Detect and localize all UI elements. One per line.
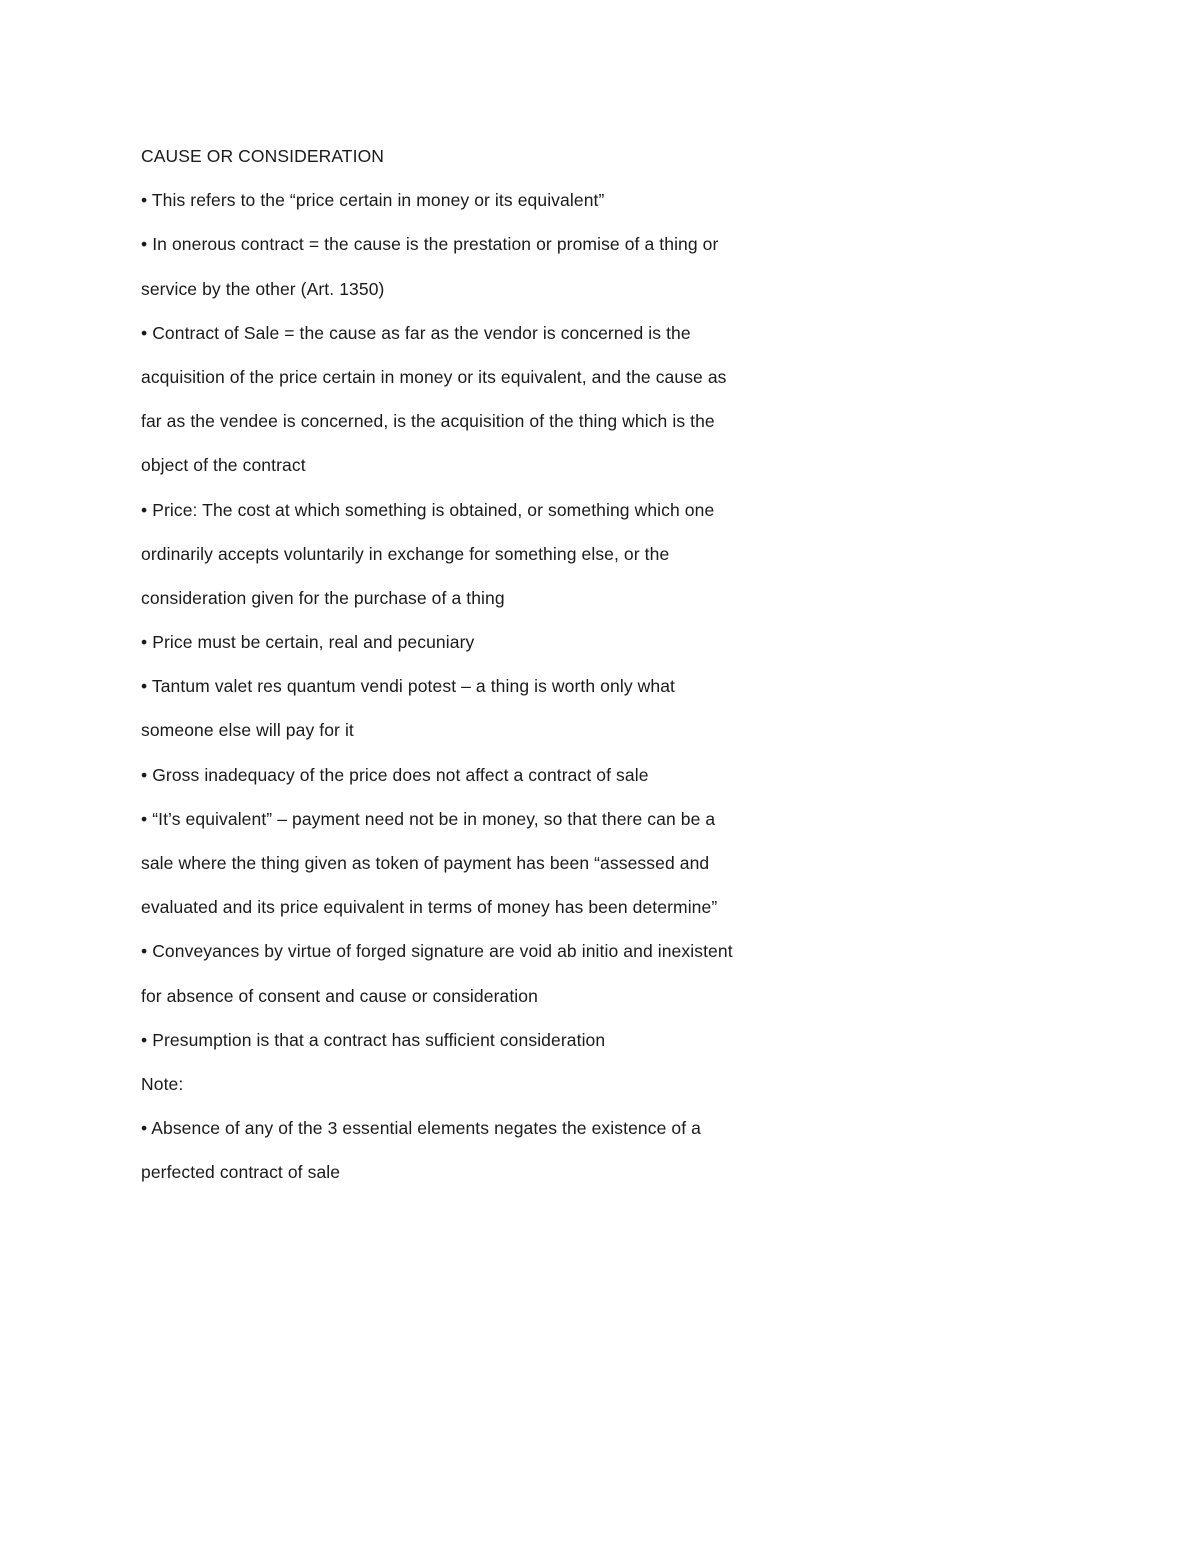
note-label: Note: bbox=[141, 1073, 184, 1094]
text-line: far as the vendee is concerned, is the acquisition of the thing which is the bbox=[141, 411, 715, 432]
text-line: consideration given for the purchase of a thing bbox=[141, 587, 505, 608]
text-line: • Presumption is that a contract has sufficient consideration bbox=[141, 1029, 606, 1050]
text-line: someone else will pay for it bbox=[141, 720, 354, 741]
text-line: • Absence of any of the 3 essential elements negates the existence of a bbox=[141, 1118, 701, 1139]
text-line: • Tantum valet res quantum vendi potest – a thing is worth only what bbox=[141, 676, 676, 697]
text-line: • “It’s equivalent” – payment need not be in money, so that there can be a bbox=[141, 808, 716, 829]
document-title: CAUSE OR CONSIDERATION bbox=[141, 146, 385, 166]
text-line: • Price: The cost at which something is obtained, or something which one bbox=[141, 499, 715, 520]
text-line: • This refers to the “price certain in money or its equivalent” bbox=[141, 190, 605, 211]
text-line: • Gross inadequacy of the price does not affect a contract of sale bbox=[141, 764, 649, 785]
text-line: object of the contract bbox=[141, 455, 306, 476]
text-line: sale where the thing given as token of payment has been “assessed and bbox=[141, 853, 710, 873]
text-line: • In onerous contract = the cause is the prestation or promise of a thing or bbox=[141, 234, 719, 255]
text-line: ordinarily accepts voluntarily in exchange for something else, or the bbox=[141, 543, 670, 564]
text-line: perfected contract of sale bbox=[141, 1162, 341, 1183]
text-line: acquisition of the price certain in money or its equivalent, and the cause as bbox=[141, 366, 727, 387]
text-line: • Price must be certain, real and pecuniary bbox=[141, 632, 475, 653]
text-line: • Conveyances by virtue of forged signature are void ab initio and inexistent bbox=[141, 941, 733, 962]
text-line: evaluated and its price equivalent in terms of money has been determine” bbox=[141, 897, 718, 918]
text-line: for absence of consent and cause or consideration bbox=[141, 985, 538, 1006]
document-body bbox=[141, 140, 841, 1201]
text-line: • Contract of Sale = the cause as far as the vendor is concerned is the bbox=[141, 322, 691, 343]
text-line: service by the other (Art. 1350) bbox=[141, 278, 385, 299]
